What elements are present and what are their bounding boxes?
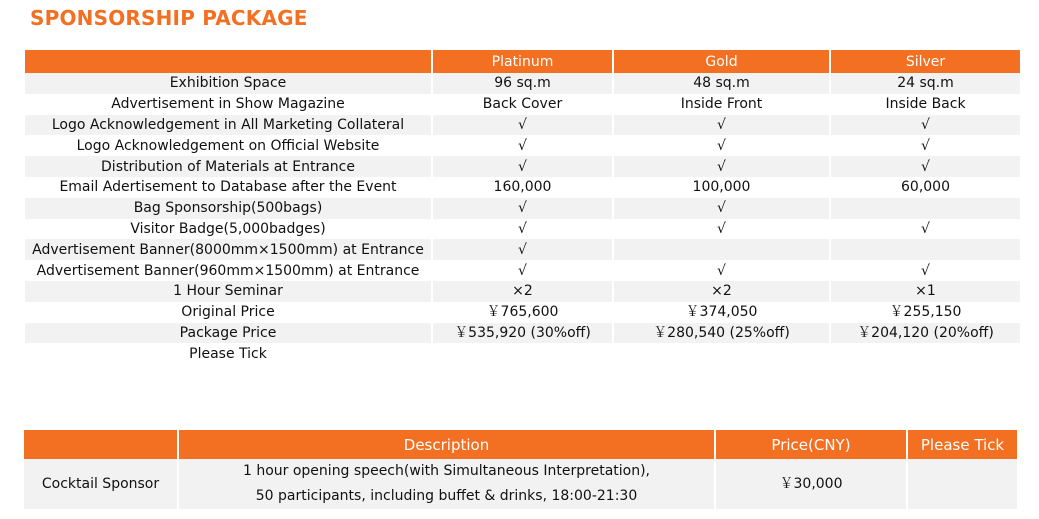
table-row: [25, 281, 1020, 302]
header-blank: [24, 430, 178, 459]
platinum-cell: 160,000: [432, 177, 613, 198]
row-label: Exhibition Space: [25, 73, 432, 94]
row-label: Bag Sponsorship(500bags): [25, 198, 432, 219]
description-line-2: 50 participants, including buffet & drinks, 18:00-21:30: [255, 488, 638, 504]
header-silver: Silver: [830, 50, 1020, 73]
header-please-tick: Please Tick: [907, 430, 1017, 459]
platinum-cell: √: [432, 219, 613, 240]
table-row: [25, 135, 1020, 156]
platinum-cell: √: [432, 198, 613, 219]
description-cell: [178, 459, 715, 509]
row-label: Advertisement Banner(8000mm×1500mm) at Entrance: [25, 239, 432, 260]
silver-cell: √: [830, 115, 1020, 136]
silver-cell: √: [830, 260, 1020, 281]
gold-cell: 48 sq.m: [613, 73, 830, 94]
platinum-cell: Back Cover: [432, 94, 613, 115]
row-label: Advertisement in Show Magazine: [25, 94, 432, 115]
gold-cell: √: [613, 198, 830, 219]
gold-tick-cell[interactable]: [613, 343, 830, 364]
header-gold: Gold: [613, 50, 830, 73]
gold-cell: ￥374,050: [613, 302, 830, 323]
silver-cell: ×1: [830, 281, 1020, 302]
platinum-cell: 96 sq.m: [432, 73, 613, 94]
platinum-cell: √: [432, 239, 613, 260]
row-label: Advertisement Banner(960mm×1500mm) at Entrance: [25, 260, 432, 281]
price-cell: ￥30,000: [715, 459, 907, 509]
silver-cell: √: [830, 135, 1020, 156]
row-label: Original Price: [25, 302, 432, 323]
table-row: [25, 156, 1020, 177]
row-label: Distribution of Materials at Entrance: [25, 156, 432, 177]
row-label: Email Adertisement to Database after the Event: [25, 177, 432, 198]
table-row: [25, 302, 1020, 323]
gold-cell: √: [613, 115, 830, 136]
platinum-cell: ×2: [432, 281, 613, 302]
row-label: Package Price: [25, 323, 432, 344]
row-label: Visitor Badge(5,000badges): [25, 219, 432, 240]
silver-cell: ￥204,120 (20%off): [830, 323, 1020, 344]
table-row: [25, 94, 1020, 115]
table-row: [25, 239, 1020, 260]
gold-cell: 100,000: [613, 177, 830, 198]
gold-cell: [613, 239, 830, 260]
platinum-cell: √: [432, 135, 613, 156]
silver-cell: 24 sq.m: [830, 73, 1020, 94]
row-label: Please Tick: [25, 343, 432, 364]
silver-cell: [830, 198, 1020, 219]
table-row: [25, 177, 1020, 198]
platinum-tick-cell[interactable]: [432, 343, 613, 364]
header-price: Price(CNY): [715, 430, 907, 459]
header-description: Description: [178, 430, 715, 459]
sponsorship-package-table: [25, 50, 1020, 364]
table-row: [25, 198, 1020, 219]
silver-cell: [830, 239, 1020, 260]
row-label: Logo Acknowledgement on Official Website: [25, 135, 432, 156]
silver-cell: √: [830, 156, 1020, 177]
table-row: [25, 219, 1020, 240]
description-line-1: 1 hour opening speech(with Simultaneous Interpretation),: [242, 463, 651, 479]
platinum-cell: ￥535,920 (30%off): [432, 323, 613, 344]
table-row: [24, 459, 1017, 509]
table-row: [25, 73, 1020, 94]
gold-cell: ￥280,540 (25%off): [613, 323, 830, 344]
row-label: 1 Hour Seminar: [25, 281, 432, 302]
table-row: [25, 323, 1020, 344]
sponsor-name: Cocktail Sponsor: [24, 459, 178, 509]
platinum-cell: √: [432, 260, 613, 281]
header-platinum: Platinum: [432, 50, 613, 73]
silver-cell: ￥255,150: [830, 302, 1020, 323]
silver-tick-cell[interactable]: [830, 343, 1020, 364]
silver-cell: Inside Back: [830, 94, 1020, 115]
gold-cell: ×2: [613, 281, 830, 302]
gold-cell: √: [613, 156, 830, 177]
gold-cell: √: [613, 260, 830, 281]
header-blank: [25, 50, 432, 73]
platinum-cell: √: [432, 156, 613, 177]
gold-cell: Inside Front: [613, 94, 830, 115]
table-row: [25, 115, 1020, 136]
platinum-cell: √: [432, 115, 613, 136]
package-header-row: [25, 50, 1020, 73]
silver-cell: 60,000: [830, 177, 1020, 198]
tick-cell[interactable]: [907, 459, 1017, 509]
cocktail-header-row: [24, 430, 1017, 459]
please-tick-row: [25, 343, 1020, 364]
platinum-cell: ￥765,600: [432, 302, 613, 323]
gold-cell: √: [613, 219, 830, 240]
row-label: Logo Acknowledgement in All Marketing Collateral: [25, 115, 432, 136]
silver-cell: √: [830, 219, 1020, 240]
gold-cell: √: [613, 135, 830, 156]
page-title: SPONSORSHIP PACKAGE: [30, 6, 308, 30]
cocktail-sponsor-table: [24, 430, 1017, 509]
table-row: [25, 260, 1020, 281]
